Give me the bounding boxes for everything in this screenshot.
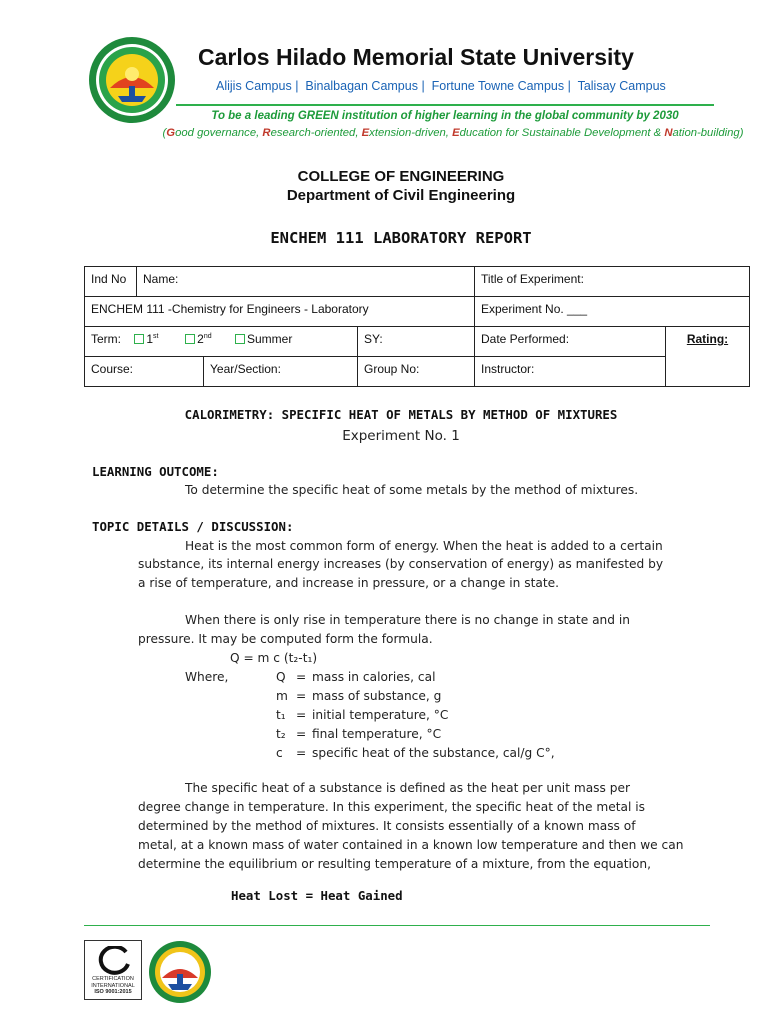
definition-text: specific heat of the substance, cal/g C°, [312, 746, 555, 760]
definition-text: mass in calories, cal [312, 670, 436, 684]
student-info-table [84, 266, 750, 387]
definition-symbol: c [276, 746, 283, 760]
department-name: Department of Civil Engineering [286, 187, 516, 204]
definition-symbol: Q [276, 670, 286, 684]
campus-fortune-towne: Fortune Towne Campus [431, 79, 565, 93]
cert-line-2: INTERNATIONAL [91, 982, 135, 989]
cert-line-3: ISO 9001:2015 [94, 989, 132, 995]
definition-symbol: m [276, 689, 288, 703]
definition-text: final temperature, °C [312, 727, 442, 741]
campus-list: Alijis Campus | Binalbagan Campus | Fortune Towne Campus | Talisay Campus [216, 79, 666, 93]
paragraph-3-line-2: degree change in temperature. In this experiment, the specific heat of the metal is [138, 800, 645, 814]
paragraph-1-line-3: a rise of temperature, and increase in pressure, or a change in state. [138, 576, 559, 590]
paragraph-2-line-2: pressure. It may be computed form the formula. [138, 632, 433, 646]
group-no-cell[interactable]: Group No: [358, 357, 475, 387]
footer-divider [84, 925, 710, 926]
paragraph-3-line-3: determined by the method of mixtures. It consists essentially of a known mass of [138, 819, 636, 833]
name-cell[interactable]: Name: [137, 267, 475, 297]
rating-cell[interactable]: Rating: [666, 327, 750, 387]
paragraph-3-line-4: metal, at a known mass of water contained in a known low temperature and then we can [138, 838, 684, 852]
iso-certification-badge [84, 940, 142, 1000]
where-label: Where, [185, 670, 229, 684]
term-cell: Term: 1st 2nd Summer [85, 327, 358, 357]
year-section-cell[interactable]: Year/Section: [204, 357, 358, 387]
ind-no-cell[interactable]: Ind No [85, 267, 137, 297]
campus-alijis: Alijis Campus [216, 79, 292, 93]
experiment-no-cell[interactable]: Experiment No. ___ [475, 297, 750, 327]
cert-line-1: CERTIFICATION [92, 976, 134, 982]
campus-binalbagan: Binalbagan Campus [305, 79, 418, 93]
learning-outcome-text: To determine the specific heat of some metals by the method of mixtures. [185, 483, 639, 497]
secondary-seal-logo [148, 940, 212, 1004]
course-cell[interactable]: Course: [85, 357, 204, 387]
header-divider [176, 104, 714, 106]
paragraph-2-line-1: When there is only rise in temperature there is no change in state and in [185, 613, 630, 627]
definition-equals: = [296, 708, 307, 722]
report-title: ENCHEM 111 LABORATORY REPORT [270, 229, 532, 247]
college-name: COLLEGE OF ENGINEERING [297, 168, 505, 185]
definition-symbol: t₂ [276, 727, 286, 741]
title-of-experiment-cell[interactable]: Title of Experiment: [475, 267, 750, 297]
definition-symbol: t₁ [276, 708, 286, 722]
paragraph-3-line-5: determine the equilibrium or resulting temperature of a mixture, from the equation, [138, 857, 651, 871]
paragraph-1-line-2: substance, its internal energy increases (by conservation of energy) as manifested by [138, 557, 664, 571]
learning-outcome-heading: LEARNING OUTCOME: [92, 464, 219, 479]
experiment-heading: CALORIMETRY: SPECIFIC HEAT OF METALS BY METHOD OF MIXTURES [184, 407, 618, 422]
paragraph-1-line-1: Heat is the most common form of energy. When the heat is added to a certain [185, 539, 663, 553]
definition-text: initial temperature, °C [312, 708, 449, 722]
term-summer-checkbox[interactable] [235, 334, 245, 344]
instructor-cell[interactable]: Instructor: [475, 357, 666, 387]
term-1st-checkbox[interactable] [134, 334, 144, 344]
topic-heading: TOPIC DETAILS / DISCUSSION: [92, 519, 294, 534]
date-performed-cell[interactable]: Date Performed: [475, 327, 666, 357]
course-title-cell: ENCHEM 111 -Chemistry for Engineers - Laboratory [85, 297, 475, 327]
definition-text: mass of substance, g [312, 689, 442, 703]
university-name: Carlos Hilado Memorial State University [198, 44, 634, 70]
experiment-number: Experiment No. 1 [342, 428, 460, 444]
term-2nd-checkbox[interactable] [185, 334, 195, 344]
definition-equals: = [296, 727, 307, 741]
definition-equals: = [296, 746, 307, 760]
campus-talisay: Talisay Campus [577, 79, 666, 93]
heat-balance-equation: Heat Lost = Heat Gained [231, 888, 403, 903]
paragraph-3-line-1: The specific heat of a substance is defined as the heat per unit mass per [185, 781, 631, 795]
definition-equals: = [296, 689, 307, 703]
vision-acronym: (Good governance, Research-oriented, Extension-driven, Education for Sustainable Development & Nation-building) [162, 127, 744, 139]
vision-statement: To be a leading GREEN institution of higher learning in the global community by 2030 [211, 110, 679, 122]
heat-formula: Q = m c (t₂-t₁) [230, 651, 318, 665]
university-seal-logo [88, 36, 176, 124]
certification-ring-icon [96, 946, 132, 976]
sy-cell[interactable]: SY: [358, 327, 475, 357]
definition-equals: = [296, 670, 307, 684]
